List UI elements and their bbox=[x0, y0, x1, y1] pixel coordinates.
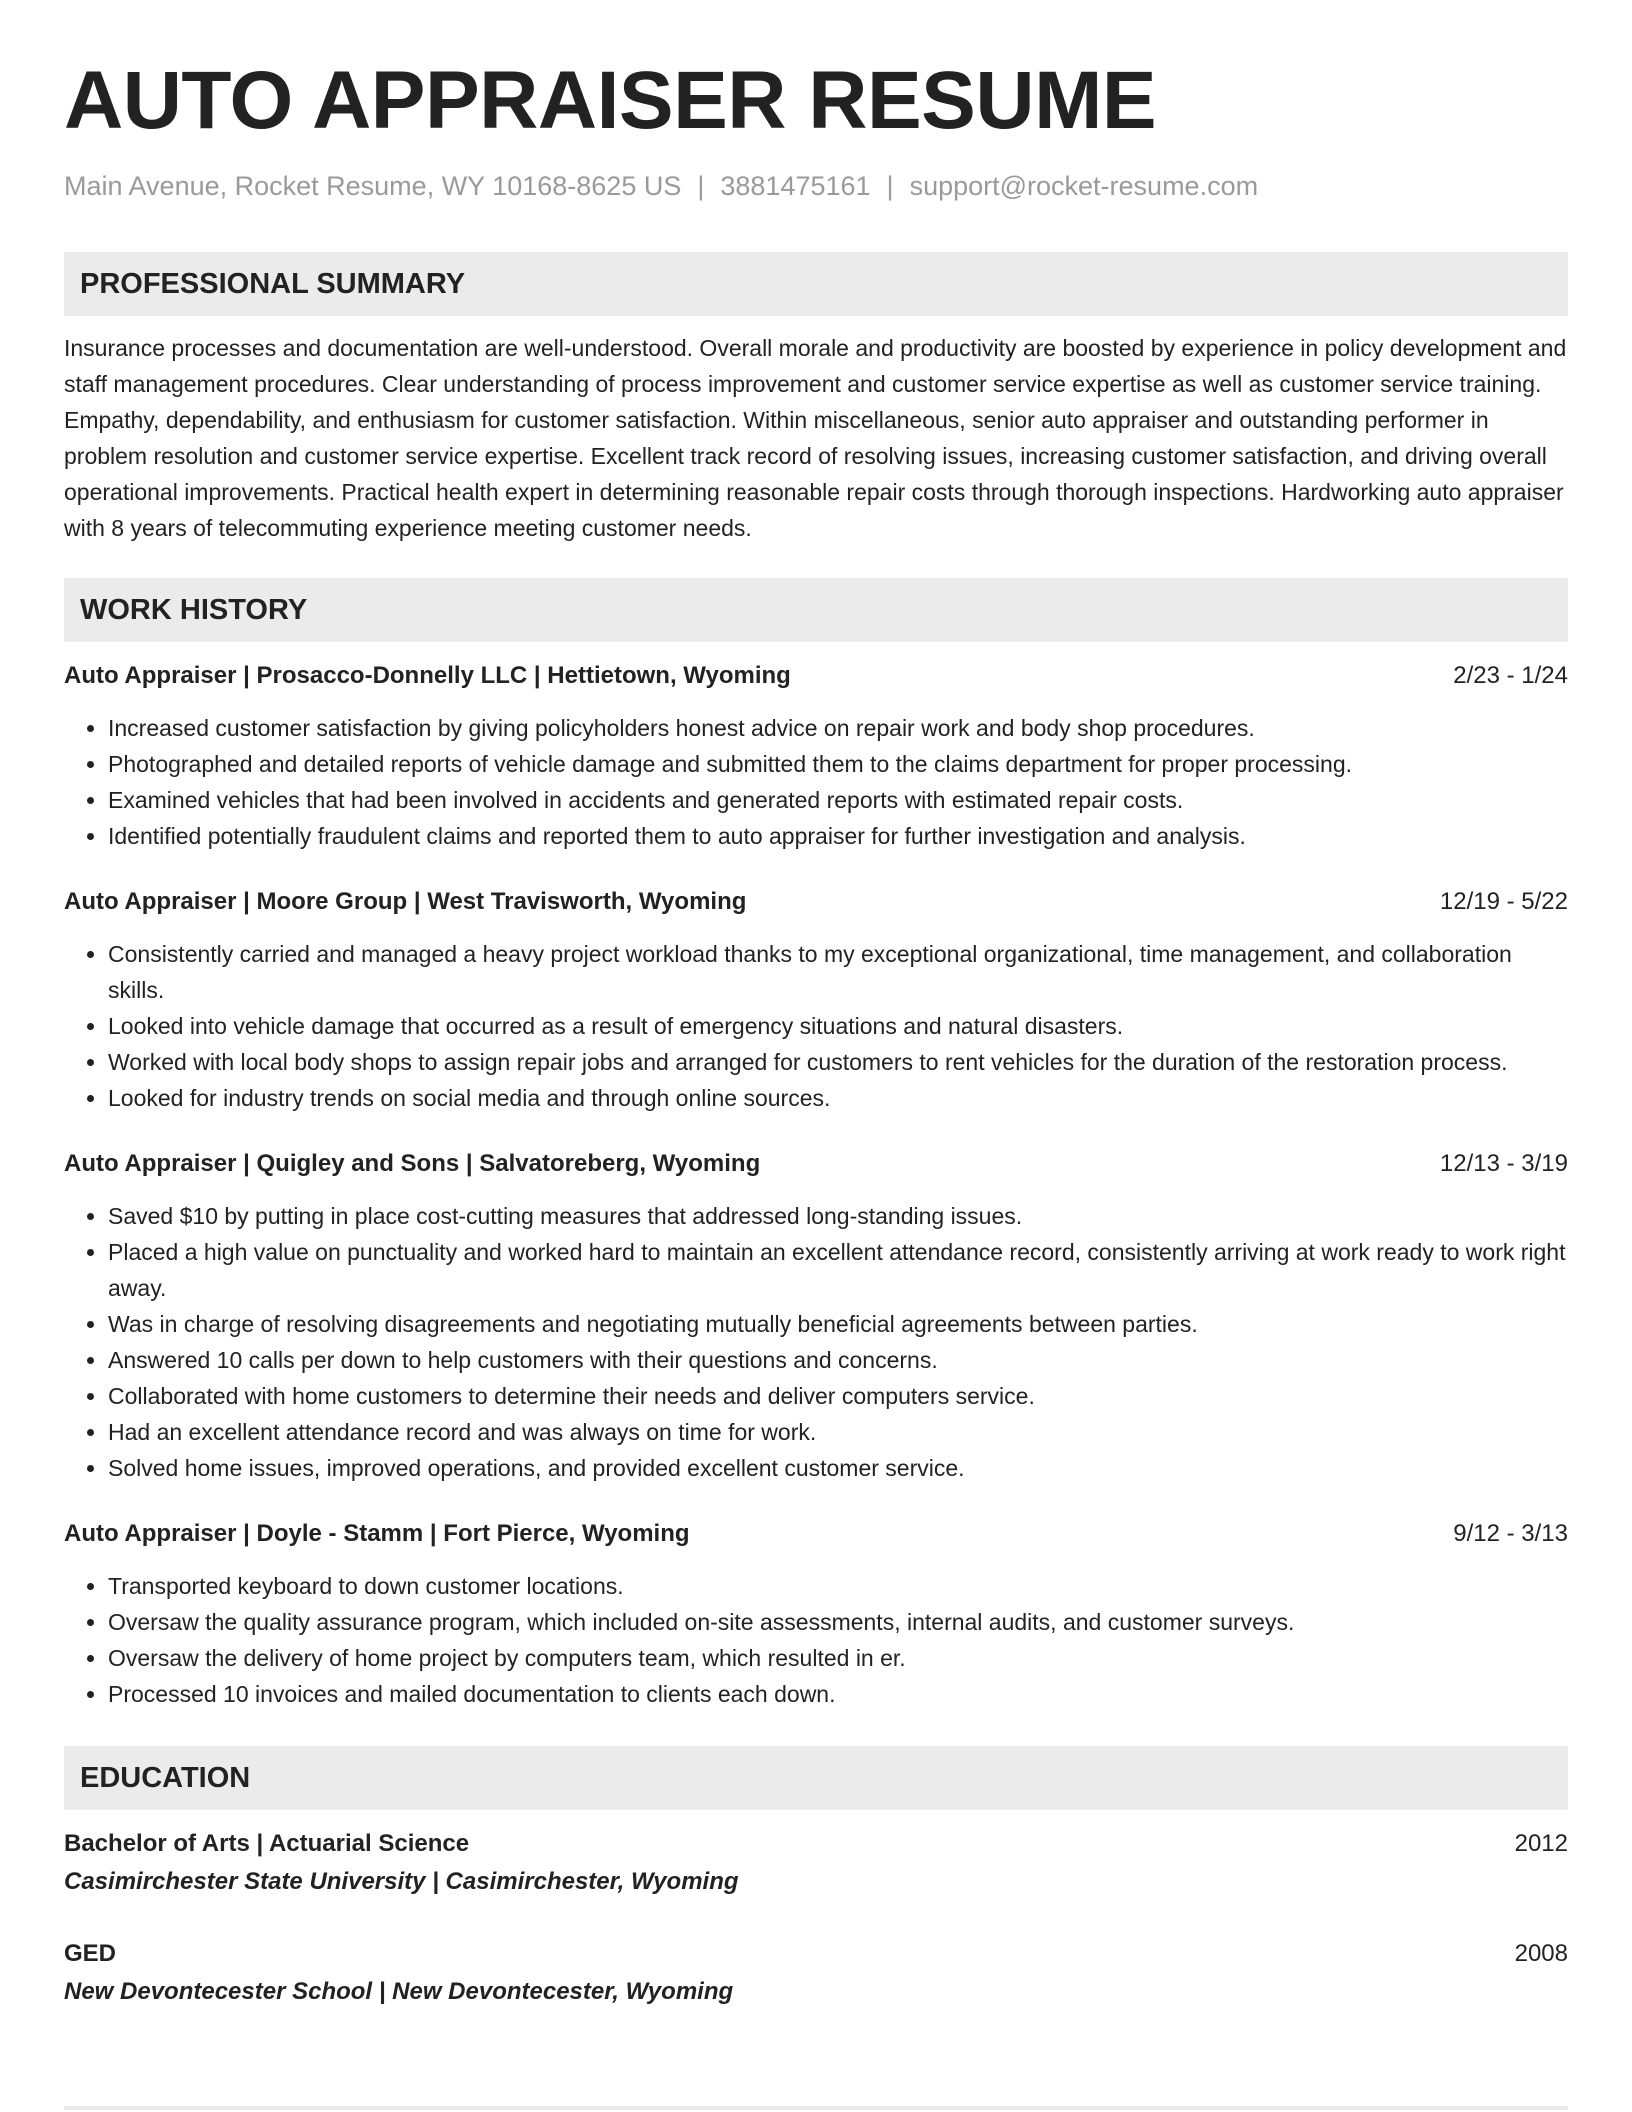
summary-text: Insurance processes and documentation are well-understood. Overall morale and productivity are boosted by experience in policy development and staff management procedures. Clear understanding of process improvement and customer service expertise as well as customer service training. Empathy, dependability, and enthusiasm for customer satisfaction. Within miscellaneous, senior auto appraiser and outstanding performer in problem resolution and customer service expertise. Excellent track record of resolving issues, increasing customer satisfaction, and driving overall operational improvements. Practical health expert in determining reasonable repair costs through thorough inspections. Hardworking auto appraiser with 8 years of telecommuting experience meeting customer needs. bbox=[64, 335, 1567, 542]
job-title: Auto Appraiser | Quigley and Sons | Salvatoreberg, Wyoming bbox=[64, 1150, 761, 1178]
job-title: Auto Appraiser | Doyle - Stamm | Fort Pierce, Wyoming bbox=[64, 1520, 690, 1548]
job-dates: 12/13 - 3/19 bbox=[1439, 1150, 1568, 1178]
job-header bbox=[64, 1518, 1568, 1550]
education-degree: GED bbox=[64, 1940, 117, 1968]
job-bullet: • Processed 10 invoices and mailed documentation to clients each down. bbox=[108, 1676, 1568, 1712]
job-bullet: • Was in charge of resolving disagreements and negotiating mutually beneficial agreements between parties. bbox=[108, 1306, 1568, 1342]
job-bullet: • Oversaw the delivery of home project by computers team, which resulted in er. bbox=[108, 1640, 1568, 1676]
bottom-divider bbox=[64, 2106, 1568, 2110]
education-year: 2012 bbox=[1514, 1830, 1568, 1858]
job-entry bbox=[64, 1518, 1568, 1712]
job-bullet: • Looked for industry trends on social media and through online sources. bbox=[108, 1080, 1568, 1116]
job-bullet: • Examined vehicles that had been involved in accidents and generated reports with estimated repair costs. bbox=[108, 782, 1568, 818]
job-header bbox=[64, 660, 1568, 692]
job-bullets bbox=[64, 936, 1568, 1116]
contact-address: Main Avenue, Rocket Resume, WY 10168-8625 US bbox=[64, 171, 682, 201]
job-entry bbox=[64, 886, 1568, 1116]
contact-separator: | bbox=[886, 171, 894, 201]
education-degree: Bachelor of Arts | Actuarial Science bbox=[64, 1830, 470, 1858]
job-bullets bbox=[64, 1198, 1568, 1486]
education-entry bbox=[64, 1938, 1568, 2008]
resume-title: AUTO APPRAISER RESUME bbox=[64, 55, 1157, 146]
education-header bbox=[64, 1938, 1568, 1970]
education-year: 2008 bbox=[1514, 1940, 1568, 1968]
job-header bbox=[64, 1148, 1568, 1180]
contact-separator: | bbox=[697, 171, 705, 201]
job-dates: 2/23 - 1/24 bbox=[1453, 662, 1568, 690]
job-bullet: • Looked into vehicle damage that occurred as a result of emergency situations and natural disasters. bbox=[108, 1008, 1568, 1044]
job-bullet: • Placed a high value on punctuality and worked hard to maintain an excellent attendance record, consistently arriving at work ready to work right away. bbox=[108, 1234, 1568, 1306]
job-bullet: • Photographed and detailed reports of vehicle damage and submitted them to the claims department for proper processing. bbox=[108, 746, 1568, 782]
job-dates: 12/19 - 5/22 bbox=[1439, 888, 1568, 916]
job-entry bbox=[64, 1148, 1568, 1486]
job-dates: 9/12 - 3/13 bbox=[1453, 1520, 1568, 1548]
job-title: Auto Appraiser | Prosacco-Donnelly LLC | Hettietown, Wyoming bbox=[64, 662, 791, 690]
job-bullet: • Had an excellent attendance record and was always on time for work. bbox=[108, 1414, 1568, 1450]
job-bullet: • Solved home issues, improved operations, and provided excellent customer service. bbox=[108, 1450, 1568, 1486]
job-bullet: • Collaborated with home customers to determine their needs and deliver computers service. bbox=[108, 1378, 1568, 1414]
job-bullet: • Saved $10 by putting in place cost-cutting measures that addressed long-standing issues. bbox=[108, 1198, 1568, 1234]
education-header bbox=[64, 1828, 1568, 1860]
job-title: Auto Appraiser | Moore Group | West Travisworth, Wyoming bbox=[64, 888, 747, 916]
education-section-header: EDUCATION bbox=[64, 1746, 1568, 1810]
summary-section-header: PROFESSIONAL SUMMARY bbox=[64, 252, 1568, 316]
contact-line bbox=[64, 170, 1568, 202]
job-bullet: • Increased customer satisfaction by giving policyholders honest advice on repair work and body shop procedures. bbox=[108, 710, 1568, 746]
job-header bbox=[64, 886, 1568, 918]
education-entry bbox=[64, 1828, 1568, 1898]
job-bullet: • Oversaw the quality assurance program, which included on-site assessments, internal audits, and customer surveys. bbox=[108, 1604, 1568, 1640]
job-bullet: • Answered 10 calls per down to help customers with their questions and concerns. bbox=[108, 1342, 1568, 1378]
work-history-section-header: WORK HISTORY bbox=[64, 578, 1568, 642]
contact-phone: 3881475161 bbox=[720, 171, 871, 201]
contact-email: support@rocket-resume.com bbox=[909, 171, 1259, 201]
education-school: Casimirchester State University | Casimirchester, Wyoming bbox=[64, 1868, 739, 1896]
job-entry bbox=[64, 660, 1568, 854]
job-bullets bbox=[64, 1568, 1568, 1712]
job-bullet: • Identified potentially fraudulent claims and reported them to auto appraiser for further investigation and analysis. bbox=[108, 818, 1568, 854]
job-bullet: • Transported keyboard to down customer locations. bbox=[108, 1568, 1568, 1604]
job-bullet: • Worked with local body shops to assign repair jobs and arranged for customers to rent vehicles for the duration of the restoration process. bbox=[108, 1044, 1568, 1080]
job-bullets bbox=[64, 710, 1568, 854]
job-bullet: • Consistently carried and managed a heavy project workload thanks to my exceptional organizational, time management, and collaboration skills. bbox=[108, 936, 1568, 1008]
education-school: New Devontecester School | New Devontecester, Wyoming bbox=[64, 1978, 734, 2006]
